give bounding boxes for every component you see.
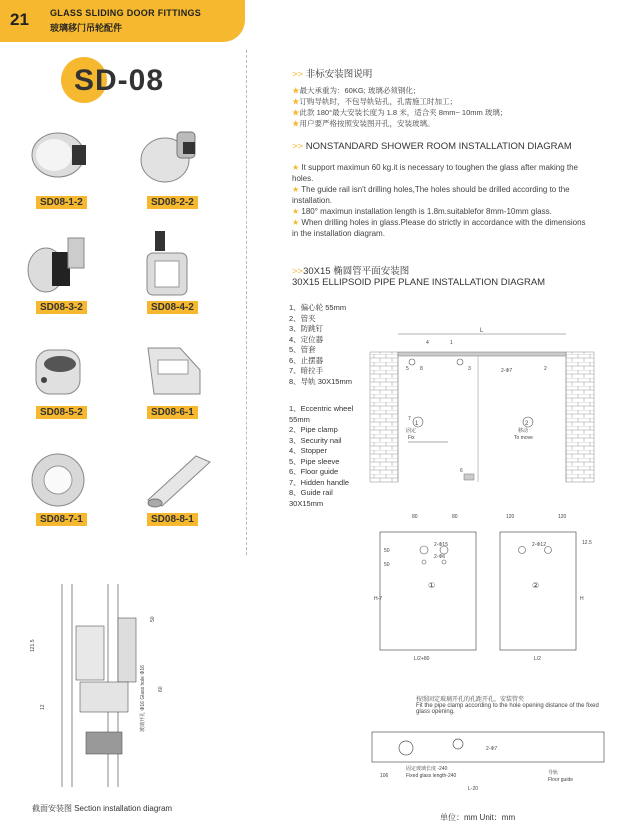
svg-text:2: 2 bbox=[525, 421, 529, 427]
svg-text:7: 7 bbox=[408, 416, 411, 422]
svg-text:H-7: H-7 bbox=[374, 596, 383, 602]
rail-diagram bbox=[368, 722, 608, 794]
svg-text:60: 60 bbox=[158, 686, 164, 692]
svg-text:4: 4 bbox=[426, 340, 429, 346]
page-number: 21 bbox=[10, 10, 29, 29]
dim-L: L bbox=[480, 328, 484, 334]
svg-text:L/2+80: L/2+80 bbox=[414, 656, 430, 662]
product-code: SD08-7-1 bbox=[36, 513, 87, 526]
legend-item: 6、止摆器 bbox=[289, 355, 324, 365]
legend-item: 5、Pipe sleeve bbox=[289, 456, 340, 466]
en-bullets bbox=[292, 162, 592, 239]
svg-text:50: 50 bbox=[384, 548, 390, 554]
svg-text:2-Φ6: 2-Φ6 bbox=[434, 554, 446, 560]
legend-item: 3、防跳钉 bbox=[289, 324, 324, 333]
svg-text:2-Φ7: 2-Φ7 bbox=[501, 368, 513, 374]
svg-text:移动: 移动 bbox=[518, 428, 529, 434]
svg-text:L-20: L-20 bbox=[468, 786, 479, 792]
svg-text:①: ① bbox=[428, 581, 436, 590]
svg-text:80: 80 bbox=[452, 514, 458, 520]
product-code: SD08-2-2 bbox=[147, 196, 198, 209]
svg-text:6: 6 bbox=[460, 468, 463, 474]
svg-text:2: 2 bbox=[544, 366, 547, 372]
svg-text:To move: To move bbox=[514, 435, 533, 441]
hidden-handle-icon bbox=[24, 448, 94, 512]
divider bbox=[246, 50, 247, 555]
stopper-icon bbox=[133, 225, 213, 300]
svg-text:Fixed glass length-240: Fixed glass length-240 bbox=[406, 773, 457, 779]
svg-text:5: 5 bbox=[406, 366, 409, 372]
svg-text:3: 3 bbox=[468, 366, 471, 372]
svg-text:固定玻璃长度 -240: 固定玻璃长度 -240 bbox=[406, 766, 448, 772]
plane-installation-diagram bbox=[368, 322, 598, 492]
oval-sleeve-icon bbox=[28, 342, 98, 402]
legend-item: 8、Guide rail 30X15mm bbox=[289, 488, 333, 508]
svg-text:80: 80 bbox=[412, 514, 418, 520]
legend-item: 1、Eccentric wheel 55mm bbox=[289, 404, 354, 424]
round-disc-fitting-icon bbox=[20, 125, 100, 195]
legend-item: 8、导轨 30X15mm bbox=[289, 376, 352, 386]
svg-text:1: 1 bbox=[415, 421, 419, 427]
legend-item: 4、Stopper bbox=[289, 446, 327, 455]
svg-text:2-Φ7: 2-Φ7 bbox=[486, 746, 498, 752]
product-code: SD08-3-2 bbox=[36, 301, 87, 314]
svg-text:1: 1 bbox=[450, 340, 453, 346]
product-code: SD08-8-1 bbox=[147, 513, 198, 526]
bullet: ★ 180° maximun installation length is 1.8m.suitablefor 8mm-10mm glass. bbox=[292, 207, 552, 216]
product-code: SD08-5-2 bbox=[36, 406, 87, 419]
plane-title-en: 30X15 ELLIPSOID PIPE PLANE INSTALLATION DIAGRAM bbox=[292, 277, 546, 288]
unit-note: 单位：mm Unit：mm bbox=[440, 813, 516, 822]
section-diagram bbox=[20, 582, 240, 792]
svg-text:2-Φ12: 2-Φ12 bbox=[532, 542, 546, 548]
svg-text:50: 50 bbox=[150, 616, 156, 622]
bullet: ★最大承重为：60KG; 玻璃必须钢化； bbox=[292, 86, 421, 95]
guide-rail-icon bbox=[140, 450, 220, 510]
floor-guide-icon bbox=[140, 340, 212, 402]
model-title: SD-08 bbox=[74, 64, 165, 97]
svg-text:②: ② bbox=[532, 581, 540, 590]
svg-text:Floor guide: Floor guide bbox=[548, 777, 574, 783]
legend-cn bbox=[289, 303, 364, 387]
legend-item: 2、管夹 bbox=[289, 313, 316, 323]
bullet: ★用户要严格按照安装图开孔，安装玻璃。 bbox=[292, 119, 435, 128]
rail-note-cn: 按照固定玻璃开孔的孔距开孔，安装管夹 bbox=[416, 697, 525, 703]
svg-text:2-Φ15: 2-Φ15 bbox=[434, 542, 448, 548]
legend-item: 7、Hidden handle bbox=[289, 477, 350, 487]
svg-text:50: 50 bbox=[384, 562, 390, 568]
svg-text:H: H bbox=[580, 596, 584, 602]
bullet: ★订购导轨时，不包导轨钻孔，孔需施工时加工； bbox=[292, 97, 457, 106]
product-code: SD08-4-2 bbox=[147, 301, 198, 314]
legend-item: 5、管套 bbox=[289, 345, 316, 354]
rail-note-en: Fit the pipe clamp according to the hole opening distance of the fixed glass opening. bbox=[416, 703, 599, 715]
legend-en bbox=[289, 404, 361, 509]
legend-item: 3、Security nail bbox=[289, 435, 342, 445]
svg-text:固定: 固定 bbox=[406, 428, 417, 434]
pipe-clamp-icon bbox=[133, 122, 213, 194]
glass-panel-diagram bbox=[372, 510, 608, 670]
header-title-en: GLASS SLIDING DOOR FITTINGS bbox=[50, 8, 202, 18]
legend-item: 2、Pipe clamp bbox=[289, 425, 338, 434]
svg-text:12: 12 bbox=[40, 704, 46, 710]
svg-text:121.5: 121.5 bbox=[30, 639, 36, 652]
svg-text:玻璃开孔 Φ16 Glass hole Φ16: 玻璃开孔 Φ16 Glass hole Φ16 bbox=[140, 665, 146, 732]
rail-note bbox=[416, 694, 606, 715]
header-title-cn: 玻璃移门吊轮配件 bbox=[50, 23, 123, 33]
bullet: ★ It support maximun 60 kg.it is necessary to toughen the glass after making the holes. bbox=[292, 163, 578, 183]
svg-text:106: 106 bbox=[380, 773, 389, 779]
cn-bullets bbox=[292, 85, 592, 129]
svg-text:120: 120 bbox=[558, 514, 567, 520]
svg-text:120: 120 bbox=[506, 514, 515, 520]
legend-item: 7、暗拉手 bbox=[289, 366, 324, 375]
legend-item: 6、Floor guide bbox=[289, 467, 339, 476]
svg-text:12.5: 12.5 bbox=[582, 540, 592, 546]
svg-text:8: 8 bbox=[420, 366, 423, 372]
plane-title-cn: >>30X15 椭圆管平面安装图 bbox=[292, 266, 410, 277]
svg-text:Fix: Fix bbox=[408, 435, 415, 441]
product-code: SD08-6-1 bbox=[147, 406, 198, 419]
legend-item: 1、偏心轮 55mm bbox=[289, 303, 347, 312]
legend-item: 4、定位器 bbox=[289, 334, 324, 344]
header-bar bbox=[0, 0, 245, 42]
section-caption: 截面安装图 Section installation diagram bbox=[32, 804, 173, 813]
bullet: ★ The guide rail isn't drilling holes,The holes should be drilled according to the installation. bbox=[292, 185, 570, 205]
wheel-fitting-icon bbox=[20, 230, 100, 300]
product-code: SD08-1-2 bbox=[36, 196, 87, 209]
bullet: ★ When drilling holes in glass.Please do strictly in accordance with the dimensions in the installation diagram. bbox=[292, 218, 586, 238]
bullet: ★此款 180°最大安装长度为 1.8 米，适合夹 8mm~ 10mm 玻璃； bbox=[292, 108, 508, 117]
svg-text:导轨: 导轨 bbox=[548, 770, 559, 776]
cn-section-title: >> 非标安装图说明 bbox=[292, 69, 373, 80]
en-section-title: >> NONSTANDARD SHOWER ROOM INSTALLATION DIAGRAM bbox=[292, 141, 572, 152]
svg-text:L/2: L/2 bbox=[534, 656, 541, 662]
